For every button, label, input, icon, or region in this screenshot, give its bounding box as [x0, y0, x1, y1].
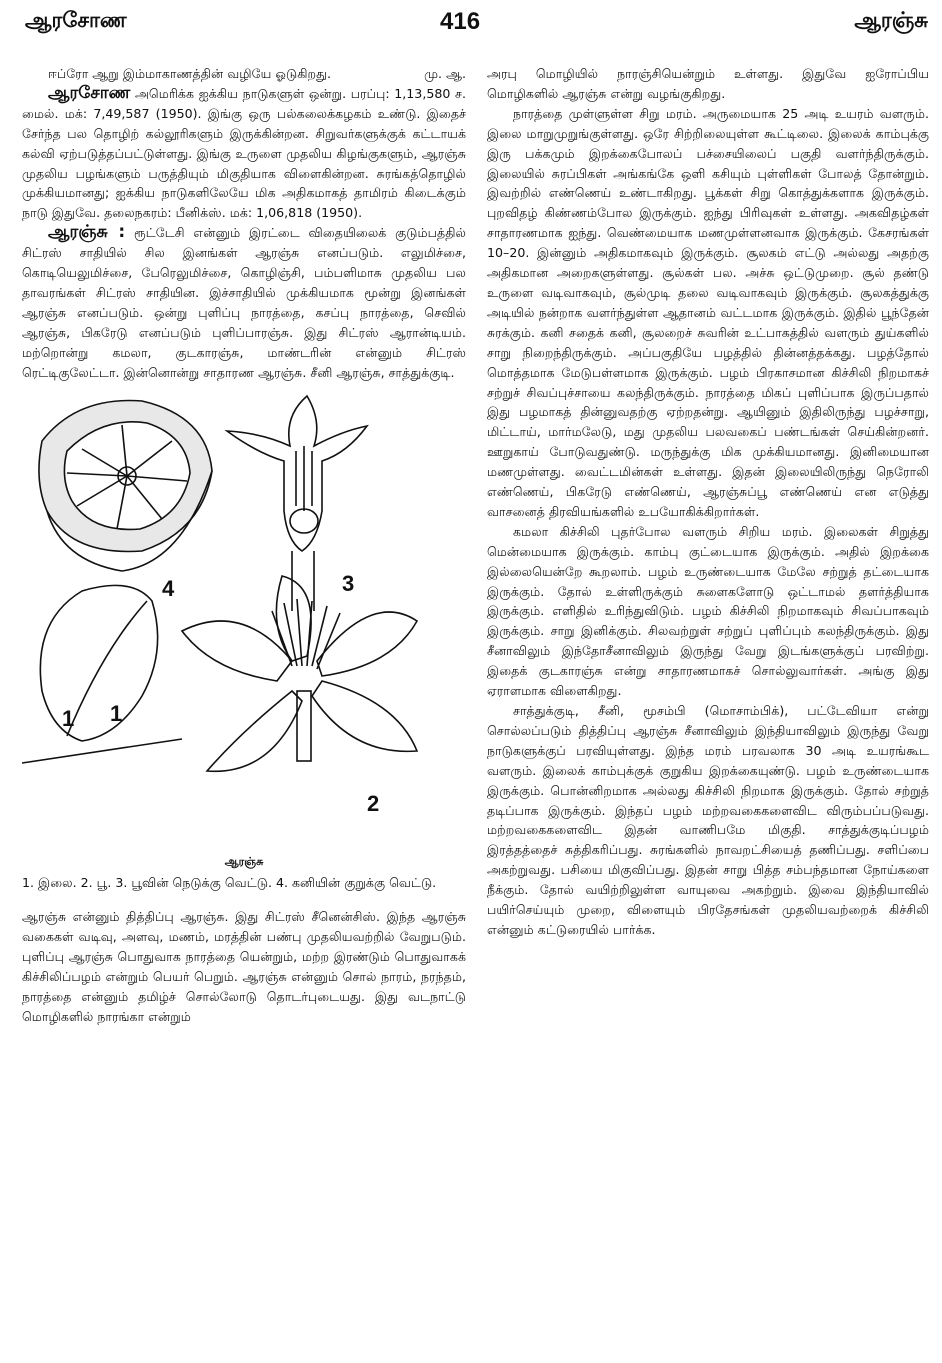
- right-paragraph-1: அரபு மொழியில் நாரஞ்சியென்றும் உள்ளது. இதுவே ஐரோப்பிய மொழிகளில் ஆரஞ்சு என்று வழங்குகிறது.: [487, 66, 929, 101]
- fruit-cross-section-drawing: [39, 400, 212, 571]
- intro-paragraph: [22, 64, 466, 84]
- figure-label-1b: 1: [110, 700, 123, 726]
- illustration-drawing: [22, 391, 466, 846]
- right-paragraph-3: கமலா கிச்சிலி புதர்போல வளரும் சிறிய மரம். இலைகள் சிறுத்து மென்மையாக இருக்கும். காம்பு குட்டையாக இருக்கும். அதில் இறக்கை இல்லையென்றே கூறலாம். பழம் உருண்டையாக மேலே சற்றுத் தட்டையாக இருக்கும். தோல் உள்ளிருக்கும் சுளைகளோடு ஒட்டாமல் தளர்த்தியாக இருக்கும். எளிதில் உரிந்துவிடும். பழம் கிச்சிலி நிறமாகவும் சிவப்பாகவும் இருக்கும். சாறு இனிக்கும். சிலவற்றுள் சற்றுப் புளிப்பும் கலந்திருக்கும். இது சீனாவிலும் இந்தோசீனாவிலும் இருந்து வேறு இடங்களுக்குப் பரவிற்று. இதைக் குடகாரஞ்சு என்று சாதாரணமாகச் சொல்லுவார்கள். அங்கு இது ஏராளமாக விளைகிறது.: [487, 523, 929, 699]
- left-column: [22, 64, 466, 1027]
- page-number: 416: [440, 8, 481, 35]
- open-flower-drawing: [182, 576, 417, 771]
- right-paragraph-2: நாரத்தை முள்ளுள்ள சிறு மரம். அருமையாக 25 அடி உயரம் வளரும். இலை மாறுமுறுங்குள்ளது. ஒரே சிற்றிலையுள்ள கூட்டிலை. இலைக் காம்புக்கு இரு பக்கமும் இறக்கைபோலப் பச்சையிலைப் பகுதி வளர்ந்திருக்கும். இலையில் சுரப்பிகள் அங்கங்கே ஒளி கசியும் புள்ளிகள் போலத் தோன்றும். இவற்றில் எண்ணெய் உண்டாகிறது. பூக்கள் சிறு கொத்துக்களாக இருக்கும். புறவிதழ் கிண்ணம்போல இருக்கும். ஐந்து பிரிவுகள் உள்ளது. அகவிதழ்கள் சாதாரணமாக ஐந்து. வெண்மையாக மணமுள்ளனவாக இருக்கும். கேசரங்கள் 10–20. இன்னும் அதிகமாகவும் இருக்கும். சூலகம் எட்டு அல்லது அதற்கு அதிகமான அறைகளுள்ளது. சூல்கள் பல. அச்சு ஒட்டுமுறை. சூல் தண்டு உருளை வடிவாகவும், சூல்முடி தலை வடிவாகவும் இருக்கும். சூலகத்துக்கு அடியில் நன்றாக வளர்ந்துள்ள ஆதானம் வட்டமாக இருக்கும். இதில் பூந்தேன் சுரக்கும். கனி சதைக் கனி, சூலறைச் சுவரின் உட்பாகத்தில் வளரும் துய்களில் சாறு நிறைந்திருக்கும். அப்பகுதியே பழத்தில் தின்னத்தக்கது. பழத்தோல் மொத்தமாக மேடுபள்ளமாக இருக்கும். பழம் பிரகாசமான கிச்சிலி நிறமாகச் சற்றுச் சிவப்புச்சாயை கலந்திருக்கும். நாரத்தை மிகப் புளிப்பாக இருப்பதால் இது பழமாகத் தின்னுவதற்கு ஏற்றதன்று. ஆயினும் இதிலிருந்து பழச்சாறு, மிட்டாய், மார்மலேடு, மது முதலிய பலவகைப் பண்டங்கள் செய்கின்றனர். ஊறுகாய் போடுவதுண்டு. மருந்துக்கு மிக முக்கியமானது. இனிமையான மணமுள்ளது. வைட்டமின்கள் உள்ளது. இதன் இலையிலிருந்து நெரோலி எண்ணெய், பிகரேடு எண்ணெய், ஆரஞ்சுப்பூ எண்ணெய் என எடுத்து வாசனைத் திரவியங்களில் உபயோகிக்கிறார்கள்.: [487, 105, 929, 519]
- figure-title: ஆரஞ்சு: [224, 854, 264, 868]
- leaf-drawing: [22, 585, 182, 763]
- figure-label-2: 2: [367, 790, 380, 816]
- right-paragraph-4: சாத்துக்குடி, சீனி, மூசம்பி (மொசாம்பிக்), பட்டேவியா என்று சொல்லப்படும் தித்திப்பு ஆரஞ்சு சீனாவிலும் இந்தியாவிலும் இருந்து வேறு நாடுகளுக்குப் பரவியுள்ளது. இந்த மரம் பரவலாக 30 அடி உயரங்கூட வளரும். இலைக் காம்புக்குக் குறுகிய இறக்கையுண்டு. பழம் உருண்டையாக இருக்கும். பொன்னிறமாக அல்லது கிச்சிலி நிறமாக இருக்கும். தோல் சற்றுத் தடிப்பாக இருக்கும். இந்தப் பழம் மற்றவகைகளைவிட விரும்பப்படுவது. மற்றவகைகளைவிட இதன் வாணிபமே மிகுதி. சாத்துக்குடிப்பழம் இரத்தத்தைச் சுத்திகரிப்பது. சுரங்களில் நாவறட்சியைத் தணிப்பது. சளிப்பை அகற்றுவது. பசியை மிகுவிப்பது. இதன் சாறு பித்த சம்பந்தமான நோய்களை நீக்கும். தோல் வயிற்றிலுள்ள வாயுவை அகற்றும். இவை இந்தியாவில் பயிர்செய்யும் முறை, விளையும் பிரதேசங்கள் முதலியவற்றைக் கிச்சிலி என்னும் கட்டுரையில் பார்க்க.: [487, 703, 929, 937]
- orange-illustration: [22, 391, 466, 846]
- header-right-title: ஆரஞ்சு: [854, 8, 928, 32]
- entry-aranju: [22, 223, 466, 382]
- entry-heading-aranju: ஆரஞ்சு :: [48, 222, 126, 243]
- figure-caption: 1. இலை. 2. பூ. 3. பூவின் நெடுக்கு வெட்டு. 4. கனியின் குறுக்கு வெட்டு.: [22, 875, 437, 891]
- after-figure-paragraph: ஆரஞ்சு என்னும் தித்திப்பு ஆரஞ்சு. இது சிட்ரஸ் சீனென்சிஸ். இந்த ஆரஞ்சு வகைகள் வடிவு, அளவு, மணம், மரத்தின் பண்பு முதலியவற்றில் வேறுபடும். புளிப்பு ஆரஞ்சு பொதுவாக நாரத்தை யென்றும், மற்ற இரண்டும் பொதுவாகக் கிச்சிலிப்பழம் என்றும் பெயர் பெறும். ஆரஞ்சு என்னும் சொல் நாரம், நரந்தம், நாரத்தை என்னும் தமிழ்ச் சொல்லோடு தொடர்புடையது. இது வடநாட்டு மொழிகளில் நாரங்கா என்றும்: [22, 909, 466, 1024]
- intro-text: ஈப்ரோ ஆறு இம்மாகாணத்தின் வழியே ஓடுகிறது.: [48, 66, 332, 81]
- figure-label-3: 3: [342, 570, 355, 596]
- entry-body-aranju: ரூட்டேசி என்னும் இரட்டை விதையிலைக் குடும்பத்தில் சிட்ரஸ் சாதியில் சில இனங்கள் ஆரஞ்சு எனப்படும். எலுமிச்சை, கொடியெலுமிச்சை, பேரெலுமிச்சை, கொழிஞ்சி, பம்பளிமாசு முதலிய பல தாவரங்கள் சிட்ரஸ் சாதியின. இச்சாதியில் முக்கியமாக மூன்று இனங்கள் ஆரஞ்சு எனப்படும். ஒன்று புளிப்பு நாரத்தை, கசப்பு நாரத்தை, செவில் ஆரஞ்சு, பிகரேடு எனப்படும் புளிப்பாரஞ்சு. இது சிட்ரஸ் ஆரான்டியம். மற்றொன்று கமலா, குடகாரஞ்சு, மாண்டரின் என்னும் சிட்ரஸ் ரெட்டிகுலேட்டா. இன்னொன்று சாதாரண ஆரஞ்சு. சீனி ஆரஞ்சு, சாத்துக்குடி.: [22, 225, 466, 380]
- entry-arasona: [22, 84, 466, 223]
- entry-body-arasona: அமெரிக்க ஐக்கிய நாடுகளுள் ஒன்று. பரப்பு: 1,13,580 ச. மைல். மக்: 7,49,587 (1950). இங்கு ஒரு பல்கலைக்கழகம் உண்டு. இதைச் சேர்ந்த பல தொழிற் கல்லூரிகளும் இருக்கின்றன. சிறுவர்களுக்குக் கட்டாயக் கல்வி ஏற்படுத்தப்பட்டுள்ளது. இங்கு உருளை முதலிய கிழங்குகளும், ஆரஞ்சு முதலிய பழங்களும் பருத்தியும் மிகுதியாக விளைகின்றன. சுரங்கத்தொழில் முக்கியமானது; ஐக்கிய நாடுகளிலேயே மிக அதிகமாகத் தாமிரம் கிடைக்கும் நாடு இதுவே. தலைநகரம்: பீனிக்ஸ். மக்: 1,06,818 (1950).: [22, 85, 466, 221]
- author-signature: மு. ஆ.: [424, 66, 466, 81]
- entry-heading-arasona: ஆரசோண: [48, 82, 131, 103]
- header-left-title: ஆரசோண: [25, 8, 127, 32]
- right-column: [487, 64, 929, 940]
- figure-label-1a: 1: [62, 705, 75, 731]
- figure-label-4: 4: [162, 575, 175, 601]
